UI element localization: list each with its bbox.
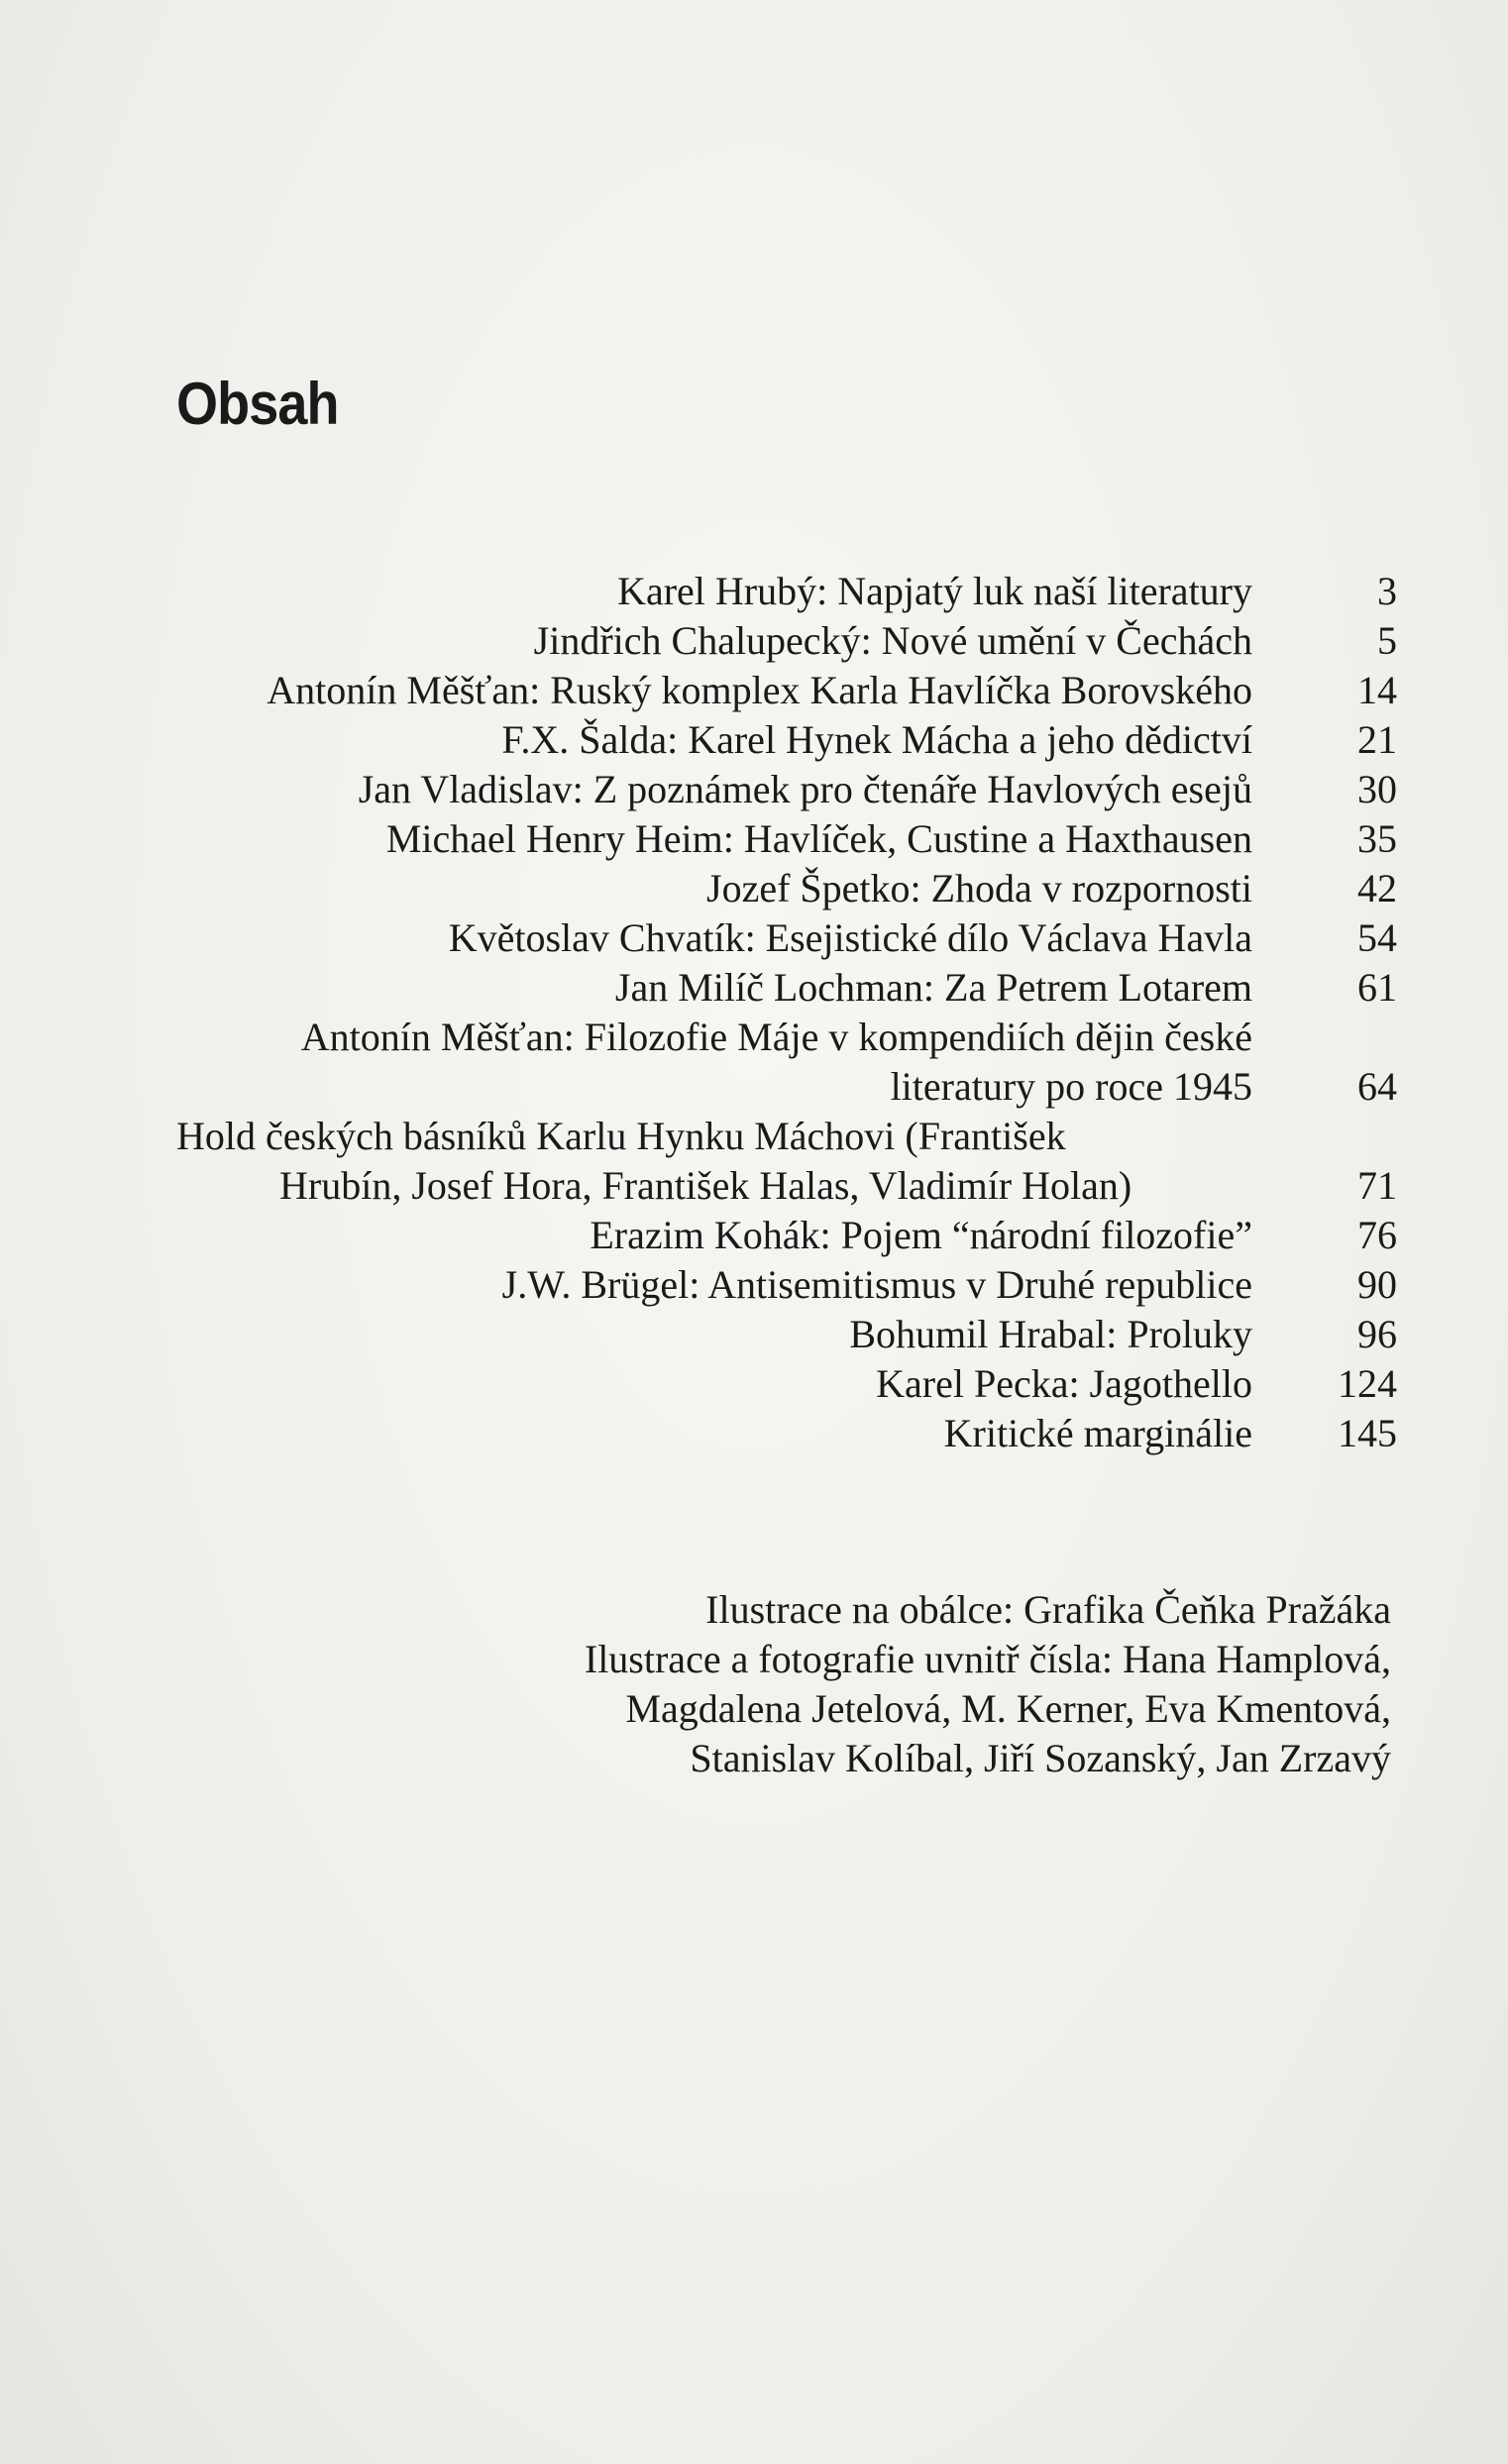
toc-entry: [168, 864, 1397, 913]
toc-entry: [168, 616, 1397, 666]
toc-entry-title: Karel Pecka: Jagothello: [876, 1361, 1252, 1406]
toc-entry-page: 5: [1377, 618, 1397, 663]
toc-entry-title: Hold českých básníků Karlu Hynku Máchovi (František: [176, 1114, 1066, 1158]
toc-entry-title: Květoslav Chvatík: Esejistické dílo Václava Havla: [448, 915, 1252, 960]
toc-entry-page: 21: [1357, 717, 1397, 762]
toc-entry: [168, 1260, 1397, 1310]
toc-entry-title: Bohumil Hrabal: Proluky: [849, 1312, 1252, 1356]
toc-entry-title: literatury po roce 1945: [890, 1064, 1252, 1109]
toc-entry-title: Antonín Měšťan: Filozofie Máje v kompendiích dějin české: [300, 1015, 1252, 1059]
credits-line: Ilustrace na obálce: Grafika Čeňka Pražáka: [705, 1587, 1391, 1632]
toc-entry: [168, 1211, 1397, 1260]
toc-entry: [168, 1013, 1397, 1062]
toc-entry-title: Kritické marginálie: [943, 1411, 1252, 1455]
toc-entry-page: 14: [1357, 668, 1397, 712]
toc-entry-page: 54: [1357, 915, 1397, 960]
toc-entry: [168, 814, 1397, 864]
toc-entry-title: Jindřich Chalupecký: Nové umění v Čechách: [533, 618, 1252, 663]
toc-entry: [168, 1409, 1397, 1458]
credits-line: Ilustrace a fotografie uvnitř čísla: Hana Hamplová,: [584, 1637, 1391, 1681]
toc-entry-title: Antonín Měšťan: Ruský komplex Karla Havlíčka Borovského: [267, 668, 1252, 712]
toc-entry: [168, 913, 1397, 963]
toc-entry-page: 64: [1357, 1064, 1397, 1109]
toc-entry-title: Michael Henry Heim: Havlíček, Custine a Haxthausen: [385, 816, 1252, 861]
toc-entry: [168, 1310, 1397, 1359]
toc-entry-page: 42: [1357, 866, 1397, 911]
toc-entry-title: J.W. Brügel: Antisemitismus v Druhé republice: [501, 1262, 1252, 1307]
toc-entry-page: 30: [1357, 767, 1397, 811]
toc-entry-title: Jan Milíč Lochman: Za Petrem Lotarem: [614, 965, 1252, 1010]
toc-entry: [168, 715, 1397, 765]
illustration-credits: [585, 1585, 1391, 1783]
toc-entry-page: 3: [1377, 569, 1397, 613]
toc-entry-page: 96: [1357, 1312, 1397, 1356]
toc-entry-title: Jozef Špetko: Zhoda v rozpornosti: [706, 866, 1252, 911]
toc-entry: [168, 1359, 1397, 1409]
toc-entry: [168, 963, 1397, 1013]
toc-entry-title: Jan Vladislav: Z poznámek pro čtenáře Havlových esejů: [358, 767, 1252, 811]
toc-entry: [168, 765, 1397, 814]
toc-entry-page: 71: [1357, 1163, 1397, 1208]
toc-entry: [168, 567, 1397, 616]
toc-entry-title: Hrubín, Josef Hora, František Halas, Vladimír Holan): [279, 1163, 1132, 1208]
credits-line: Magdalena Jetelová, M. Kerner, Eva Kmentová,: [625, 1686, 1391, 1731]
toc-entry-title: F.X. Šalda: Karel Hynek Mácha a jeho dědictví: [501, 717, 1252, 762]
toc-entry-title: Erazim Kohák: Pojem “národní filozofie”: [590, 1213, 1252, 1257]
toc-entry: [168, 1112, 1397, 1161]
toc-entry-page: 145: [1338, 1411, 1397, 1455]
toc-entry-title: Karel Hrubý: Napjatý luk naší literatury: [617, 569, 1252, 613]
toc-entry: [168, 666, 1397, 715]
table-of-contents: [168, 567, 1397, 1458]
toc-entry-page: 76: [1357, 1213, 1397, 1257]
toc-entry-page: 124: [1338, 1361, 1397, 1406]
toc-entry-page: 61: [1357, 965, 1397, 1010]
contents-heading: Obsah: [176, 371, 339, 437]
toc-entry: [168, 1062, 1397, 1112]
credits-line: Stanislav Kolíbal, Jiří Sozanský, Jan Zrzavý: [690, 1736, 1391, 1780]
toc-entry: [168, 1161, 1397, 1211]
toc-entry-page: 90: [1357, 1262, 1397, 1307]
toc-entry-page: 35: [1357, 816, 1397, 861]
